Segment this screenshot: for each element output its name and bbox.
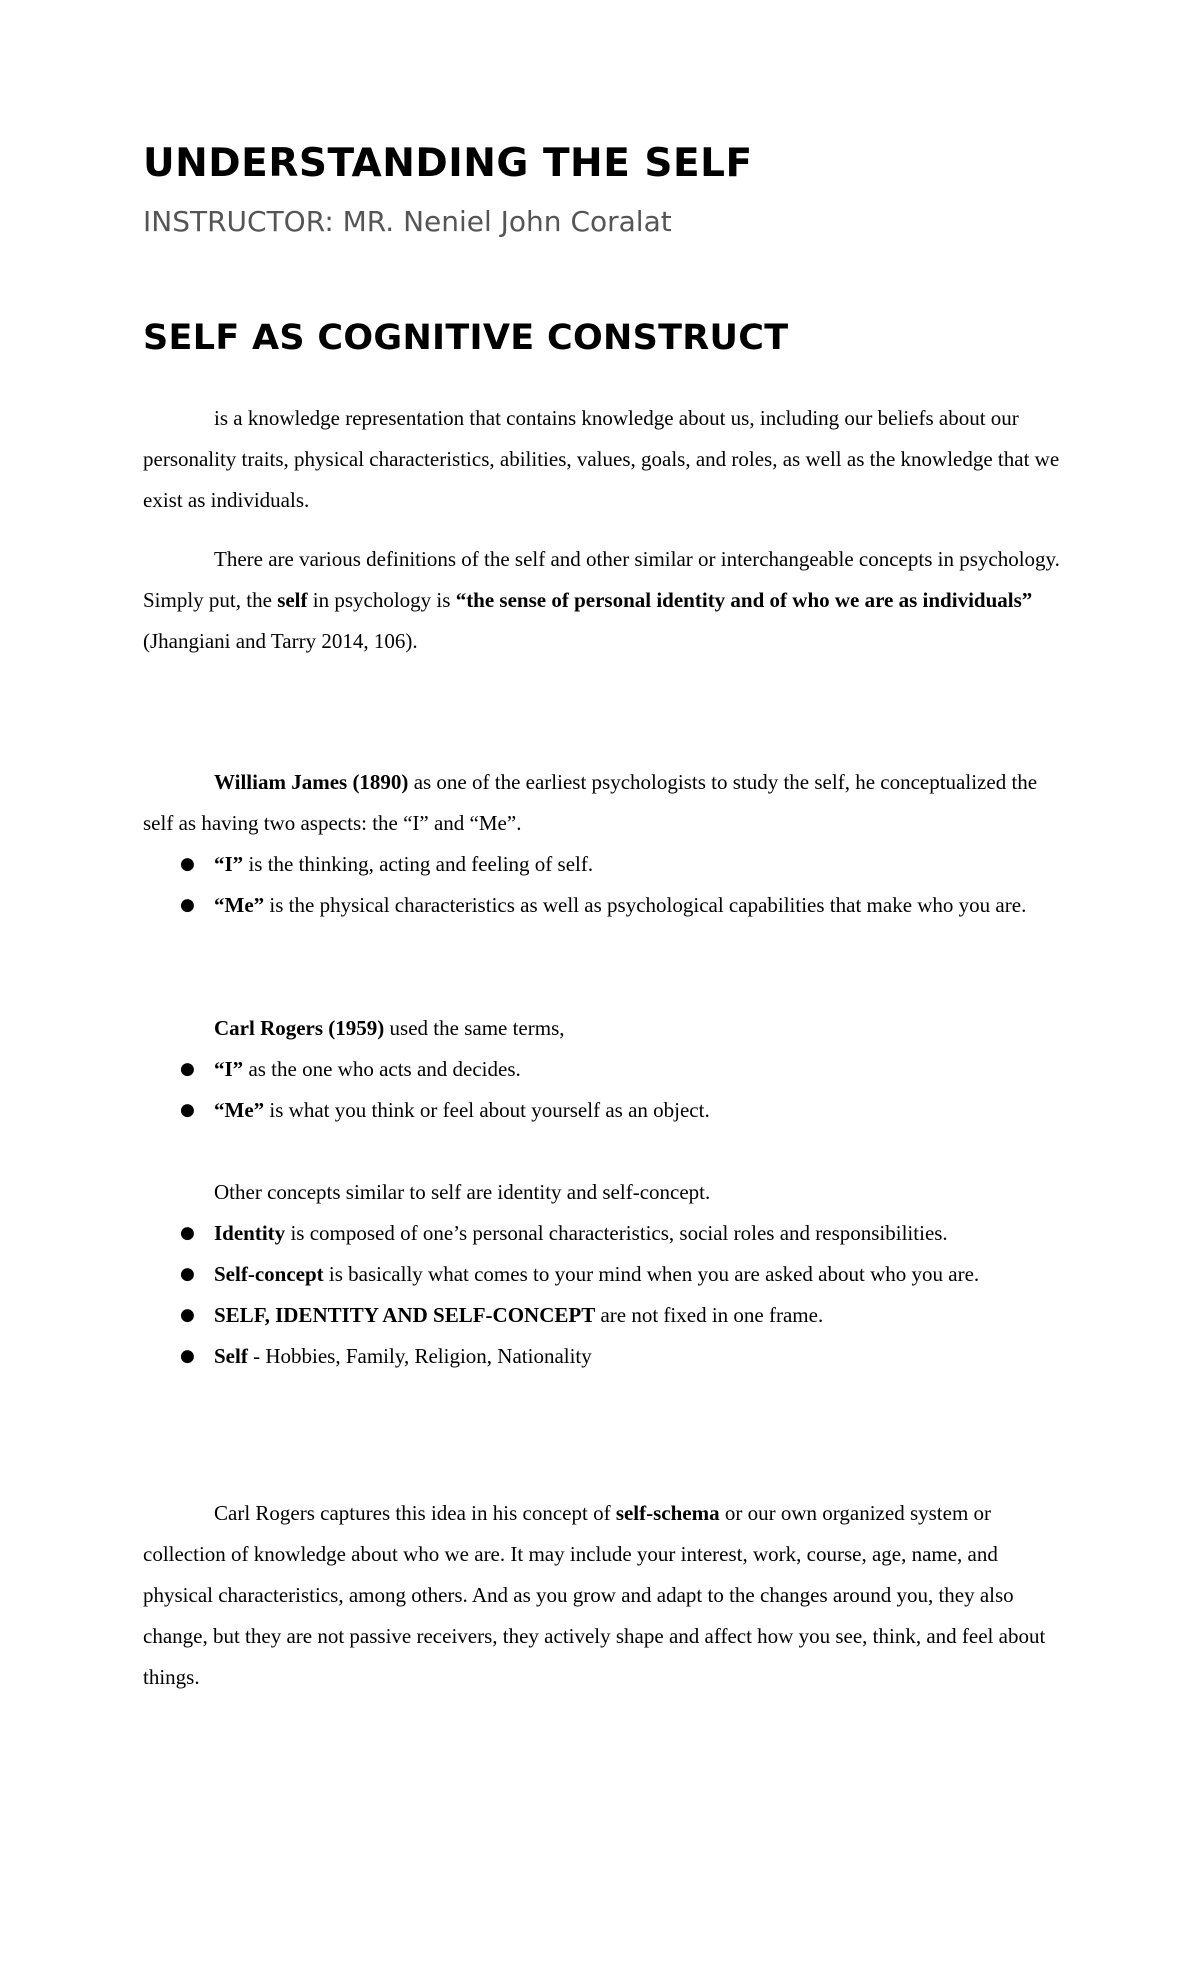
bullet-icon: ● [180,1305,195,1325]
definition-text-2: in psychology is [307,588,456,612]
list-item [143,1213,1063,1254]
rogers-text: used the same terms, [384,1016,565,1040]
other-concepts-paragraph: Other concepts similar to self are identity and self-concept. [214,1180,711,1204]
rogers-bullets [143,1049,1063,1131]
bullet-text: are not fixed in one frame. [595,1303,824,1327]
list-item [143,1295,1063,1336]
list-item [143,844,1063,885]
bullet-icon: ● [180,1059,195,1079]
document-title: UNDERSTANDING THE SELF [143,141,753,186]
rogers-name: Carl Rogers (1959) [214,1016,385,1040]
schema-text-1: Carl Rogers captures this idea in his concept of [214,1501,616,1525]
bullet-icon: ● [180,1264,195,1284]
bullet-text: as the one who acts and decides. [243,1057,521,1081]
self-schema-term: self-schema [615,1501,720,1525]
bullet-term: “I” [214,1057,244,1081]
bullet-term: “Me” [214,893,265,917]
bullet-term: SELF, IDENTITY AND SELF-CONCEPT [214,1303,596,1327]
bullet-term: Self-concept [214,1262,324,1286]
list-item [143,1090,1063,1131]
bullet-icon: ● [180,854,195,874]
list-item [143,1049,1063,1090]
list-item [143,1254,1063,1295]
bullet-text: - Hobbies, Family, Religion, Nationality [247,1344,592,1368]
bullet-icon: ● [180,1223,195,1243]
self-schema-paragraph [143,1493,1063,1698]
definition-text-1: There are various definitions of the self and other similar or interchangeable concepts in psychology. Simply put, the [143,547,1060,612]
other-concepts-bullets [143,1213,1063,1377]
list-item [143,1336,1063,1377]
bullet-term: “I” [214,852,244,876]
self-term: self [277,588,308,612]
bullet-icon: ● [180,895,195,915]
bullet-text: is the physical characteristics as well as psychological capabilities that make who you are. [264,893,1027,917]
bullet-text: is basically what comes to your mind when you are asked about who you are. [323,1262,980,1286]
schema-text-2: or our own organized system or collection of knowledge about who we are. It may include your interest, work, course, age, name, and physical characteristics, among others. And as you grow and adapt to the changes around you, they also change, but they are not passive receivers, they actively shape and affect how you see, think, and feel about things. [143,1501,1046,1689]
james-bullets [143,844,1063,926]
james-name: William James (1890) [214,770,409,794]
bullet-text: is the thinking, acting and feeling of self. [243,852,594,876]
rogers-paragraph [214,1008,1074,1049]
bullet-icon: ● [180,1346,195,1366]
james-paragraph [143,762,1063,844]
intro-paragraph: is a knowledge representation that contains knowledge about us, including our beliefs about our personality traits, physical characteristics, abilities, values, goals, and roles, as well as the knowledge that we exist as individuals. [143,406,1060,512]
definition-paragraph [143,539,1063,662]
bullet-text: is composed of one’s personal characteristics, social roles and responsibilities. [285,1221,948,1245]
bullet-term: “Me” [214,1098,265,1122]
instructor-line: INSTRUCTOR: MR. Neniel John Coralat [143,205,672,238]
definition-citation: (Jhangiani and Tarry 2014, 106). [143,629,418,653]
bullet-icon: ● [180,1100,195,1120]
definition-quote: “the sense of personal identity and of who we are as individuals” [455,588,1033,612]
bullet-text: is what you think or feel about yourself as an object. [264,1098,710,1122]
section-heading: SELF AS COGNITIVE CONSTRUCT [143,318,789,358]
bullet-term: Self [214,1344,248,1368]
list-item [143,885,1063,926]
james-text: as one of the earliest psychologists to study the self, he conceptualized the self as having two aspects: the “I” and “Me”. [143,770,1038,835]
bullet-term: Identity [214,1221,286,1245]
